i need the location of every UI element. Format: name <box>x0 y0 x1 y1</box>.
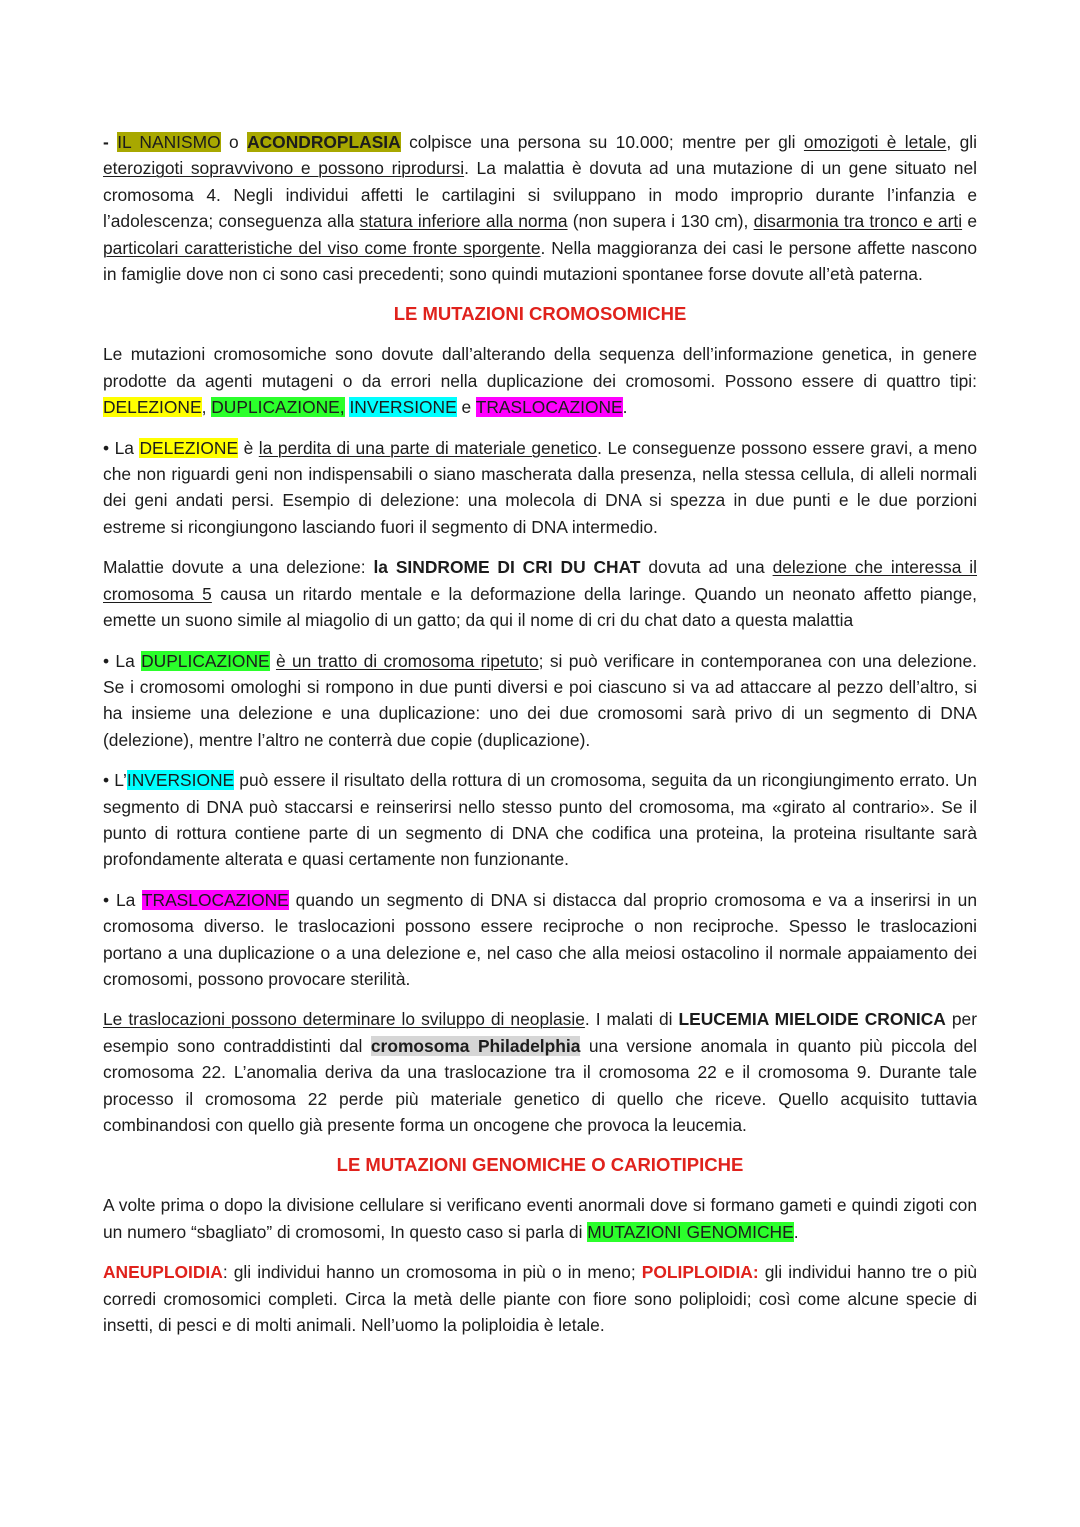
term-mutazioni-genomiche: MUTAZIONI GENOMICHE <box>587 1221 794 1242</box>
term-nanismo: IL NANISMO <box>117 132 221 152</box>
text: , gli <box>946 132 977 152</box>
document-page <box>103 129 977 1352</box>
heading-mutazioni-genomiche: LE MUTAZIONI GENOMICHE O CARIOTIPICHE <box>336 1154 744 1176</box>
text: . <box>622 397 628 418</box>
text: . I malati di <box>584 1009 679 1030</box>
text: o <box>220 132 248 152</box>
term-delezione: DELEZIONE <box>103 397 202 418</box>
underlined-text: particolari caratteristiche del viso come fronte sporgente <box>103 237 541 258</box>
text: (non supera i 130 cm), <box>567 211 754 232</box>
term-inversione: INVERSIONE <box>126 770 235 791</box>
paragraph-cri-du-chat <box>103 554 977 633</box>
text: una versione anomala in quanto più piccola del cromosoma 22. L’anomalia deriva da una traslocazione tra il cromosoma 22 e il cromosoma 9. Durante tale processo il cromosoma 22 perde più materiale genetico di quello che riceve. Quello acquisito tuttavia combinandosi con quello già presente forma un oncogene che provoca la leucemia. <box>103 1035 977 1135</box>
text: e <box>456 397 476 418</box>
text: • La <box>103 437 140 458</box>
paragraph-delezione <box>103 435 977 541</box>
paragraph-genomiche <box>103 1192 977 1245</box>
paragraph-duplicazione <box>103 648 977 754</box>
paragraph-traslocazione <box>103 887 977 993</box>
text: Malattie dovute a una delezione: <box>103 557 374 578</box>
term-aneuploidia: ANEUPLOIDIA <box>103 1262 223 1283</box>
underlined-text: eterozigoti sopravvivono e possono riprodursi <box>103 158 465 179</box>
term-poliploidia: POLIPLOIDIA: <box>641 1262 759 1283</box>
text: • L’ <box>103 770 127 791</box>
underlined-text: delezione che interessa il cromosoma 5 <box>103 557 977 604</box>
bold-text: LEUCEMIA MIELOIDE CRONICA <box>678 1009 946 1030</box>
text: . Le conseguenze possono essere gravi, a meno che non riguardi geni non indispensabili o siano mascherata dalla presenza, nella stessa cellula, di alleli normali dei geni andati persi. Esempio di delezione: una molecola di DNA si spezza in due punti e le due porzioni estreme si ricongiungono lasciando fuori il segmento di DNA intermedio. <box>103 437 977 537</box>
text: colpisce una persona su 10.000; mentre per gli <box>400 132 804 152</box>
term-inversione: INVERSIONE <box>349 397 457 418</box>
term-delezione: DELEZIONE <box>139 437 239 458</box>
term-acondroplasia: ACONDROPLASIA <box>247 132 401 152</box>
text: . La malattia è dovuta ad una mutazione di un gene situato nel cromosoma 4. Negli individui affetti le cartilagini si sviluppano in modo improprio durante l’infanzia e l’adolescenza; conseguenza alla <box>103 158 978 232</box>
paragraph-nanismo <box>103 129 977 287</box>
text: A volte prima o dopo la divisione cellulare si verificano eventi anormali dove si formano gameti e quindi zigoti con un numero “sbagliato” di cromosomi, In questo caso si parla di <box>103 1195 977 1242</box>
paragraph-intro-cromosomiche <box>103 341 977 420</box>
text: quando un segmento di DNA si distacca dal proprio cromosoma e va a inserirsi in un cromosoma diverso. le traslocazioni possono essere reciproche o non reciproche. Spesso le traslocazioni portano a una duplicazione o a una delezione e, nel caso che alla meiosi ostacolino il normale appaiamento dei cromosomi, possono provocare sterilità. <box>103 889 977 989</box>
paragraph-neoplasie <box>103 1006 977 1138</box>
dash: - <box>103 132 118 152</box>
heading-mutazioni-cromosomiche: LE MUTAZIONI CROMOSOMICHE <box>393 303 687 325</box>
text: è <box>238 437 259 458</box>
underlined-text: la perdita di una parte di materiale genetico <box>258 437 598 458</box>
text: dovuta ad una <box>640 557 773 578</box>
text: può essere il risultato della rottura di un cromosoma, seguita da un ricongiungimento errato. Un segmento di DNA può staccarsi e reinserirsi nello stesso punto del cromosoma, ma «girato al contrario». Se il punto di rottura contiene parte di un segmento di DNA che codifica una proteina, la proteina risultante sarà profondamente alterata e quasi certamente non funzionante. <box>103 770 977 870</box>
paragraph-inversione <box>103 767 977 873</box>
text: e <box>962 211 977 232</box>
underlined-text: è un tratto di cromosoma ripetuto <box>275 650 539 671</box>
text: . Nella maggioranza dei casi le persone affette nascono in famiglie dove non ci sono casi precedenti; sono quindi mutazioni spontanee forse dovute all’età paterna. <box>103 237 977 285</box>
text: causa un ritardo mentale e la deformazione della laringe. Quando un neonato affetto piange, emette un suono simile al miagolio di un gatto; da qui il nome di cri du chat dato a questa malattia <box>103 583 977 631</box>
text: • La <box>103 889 142 910</box>
text: gli individui hanno tre o più corredi cromosomici completi. Circa la metà delle piante con fiore sono poliploidi; così come alcune specie di insetti, di pesci e di molti animali. Nell’uomo la poliploidia è letale. <box>103 1262 977 1336</box>
underlined-text: statura inferiore alla norma <box>359 211 568 232</box>
paragraph-ploidia <box>103 1259 977 1338</box>
term-philadelphia: cromosoma Philadelphia <box>370 1035 581 1056</box>
term-traslocazione: TRASLOCAZIONE <box>141 889 289 910</box>
text: ; si può verificare in contemporanea con una delezione. Se i cromosomi omologhi si rompono in due punti diversi e poi ciascuno si va ad attaccare al pezzo dell’altro, si ha insieme una delezione e una duplicazione: uno dei due cromosomi sarà privo di un segmento di DNA (delezione), mentre l’altro ne conterrà due copie (duplicazione). <box>103 650 977 750</box>
underlined-text: disarmonia tra tronco e arti <box>753 211 963 232</box>
underlined-text: Le traslocazioni possono determinare lo sviluppo di neoplasie <box>103 1009 585 1030</box>
text: . <box>793 1221 799 1242</box>
text: • La <box>103 650 142 671</box>
text: : gli individui hanno un cromosoma in più o in meno; <box>222 1262 642 1283</box>
term-duplicazione: DUPLICAZIONE, <box>211 397 345 418</box>
bold-text: la SINDROME DI CRI DU CHAT <box>373 557 641 578</box>
term-traslocazione: TRASLOCAZIONE <box>475 397 623 418</box>
term-duplicazione: DUPLICAZIONE <box>141 650 270 671</box>
text: per esempio sono contraddistinti dal <box>103 1009 978 1056</box>
text: Le mutazioni cromosomiche sono dovute dall’alterando della sequenza dell’informazione genetica, in genere prodotte da agenti mutageni o da errori nella duplicazione dei cromosomi. Possono essere di quattro tipi: <box>103 344 977 391</box>
underlined-text: omozigoti è letale <box>803 132 947 152</box>
text: , <box>201 397 212 418</box>
